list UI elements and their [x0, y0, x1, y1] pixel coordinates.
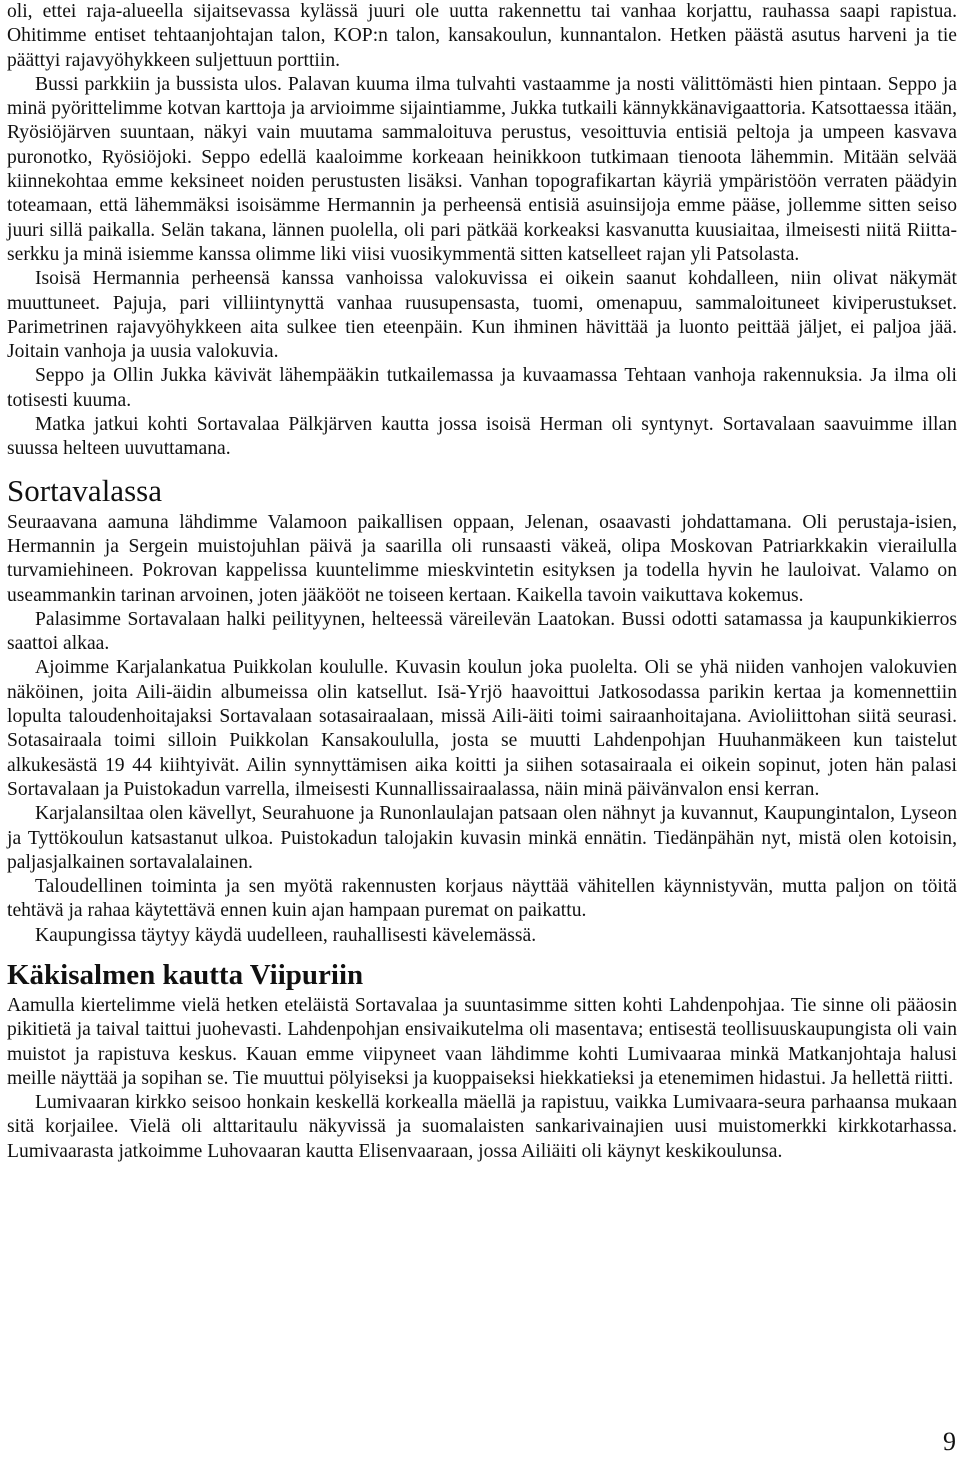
paragraph: Palasimme Sortavalaan halki peilityynen, helteessä väreilevän Laatokan. Bussi odotti satamassa ja kaupunkikierros saattoi alkaa. — [7, 608, 957, 655]
paragraph: Seuraavana aamuna lähdimme Valamoon paikallisen oppaan, Jelenan, osaavasti johdattamana. Oli perustaja-isien, Hermannin ja Sergein muistojuhlan päivä ja saarilla oli runsaasti väkeä, olipa Moskovan Patriarkkakin vierailulla turvamiehineen. Pokrovan kappelissa kuuntelimme mieskvintetin esityksen ja todella hyvin he lauloivat. Valamo on useammankin tarinan arvoinen, joten jääkööt ne toiseen kertaan. Kaikella tavoin vaikuttava kokemus. — [7, 511, 957, 606]
section-heading: Sortavalassa — [7, 472, 162, 508]
document-page — [7, 0, 957, 1164]
paragraph: Aamulla kiertelimme vielä hetken eteläistä Sortavalaa ja suuntasimme sitten kohti Lahdenpohjaa. Tie sinne oli pääosin pikitietä ja taival taittui juohevasti. Lahdenpohjan ensivaikutelma oli masentava; entisestä teollisuuskaupungista oli vain muistot ja rapistuva keskus. Kauan emme viipyneet vaan lähdimme kohti Lumivaaraa minkä Matkanjohtaja halusi meille näyttää ja sopihan se. Tie muuttui pölyiseksi ja kuoppaiseksi hiekkatieksi ja etenemimen hidastui. Ja hellettä riitti. — [7, 994, 957, 1089]
paragraph: Matka jatkui kohti Sortavalaa Pälkjärven kautta jossa isoisä Herman oli syntynyt. Sortavalaan saavuimme illan suussa helteen uuvuttamana. — [7, 414, 957, 460]
paragraph: Taloudellinen toiminta ja sen myötä rakennusten korjaus näyttää vähitellen käynnistyvän, mutta paljon on töitä tehtävä ja rahaa käytettävä ennen kuin ajan hampaan puremat on paikattu. — [7, 876, 957, 922]
paragraph: Lumivaaran kirkko seisoo honkain keskellä korkealla mäellä ja rapistuu, vaikka Lumivaara-seura parhaansa mukaan sitä korjailee. Vielä oli alttaritaulu näkyvissä ja suomalaisten sankarivainajien uusi muistomerkki kirkkotarhassa. Lumivaarasta jatkoimme Luhovaaran kautta Elisenvaaraan, jossa Ailiäiti oli käynyt keskikoulunsa. — [7, 1092, 957, 1162]
paragraph: Kaupungissa täytyy käydä uudelleen, rauhallisesti kävelemässä. — [35, 924, 537, 946]
page-number: 9 — [943, 1427, 956, 1456]
paragraph: Karjalansiltaa olen kävellyt, Seurahuone ja Runonlaulajan patsaan olen nähnyt ja kuvannut, Kaupungintalon, Lyseon ja Tyttökoulun katsastanut ulkoa. Puistokadun talojakin kuvasin minkä ennätin. Tiedänpähän nyt, mistä olen kotoisin, paljasjalkainen sortavalalainen. — [7, 803, 957, 873]
section-kakisalmen-kautta-viipuriin — [7, 958, 957, 1164]
section-heading: Käkisalmen kautta Viipuriin — [7, 958, 364, 991]
paragraph: Bussi parkkiin ja bussista ulos. Palavan kuuma ilma tulvahti vastaamme ja nosti välittömästi hien pintaan. Seppo ja minä pyörittelimme kotvan karttoja ja arvioimme sijaintiamme, Jukka tutkaili kännykkänavigaattoria. Katsottaessa itään, Ryösiöjärven suuntaan, näkyi vain muutama sammaloituva perustus, vesoittuvia entisiä peltoja ja umpeen kasvava puronotko, Ryösiöjoki. Seppo edellä kaaloimme korkeaan heinikkoon tutkimaan tienoota lähemmin. Mitään selvää kiinnekohtaa emme keksineet noiden perustusten lisäksi. Vanhan topografikartan käyriä ympäristöön verraten päädyin toteamaan, että lähemmäksi isoisämme Hermannin ja perheensä entisiä asuinsijoja emme pääse, jollemme sitten seiso juuri sillä paikalla. Selän takana, lännen puolella, oli pari pätkää korkeaksi kasvanutta kuusiaitaa, ilmeisesti niitä Riitta-serkku ja minä isiemme kanssa olimme liki viisi vuosikymmentä sitten katselleet rajan yli Patsolasta. — [7, 73, 957, 265]
paragraph: oli, ettei raja-alueella sijaitsevassa kylässä juuri ole uutta rakennettu tai vanhaa korjattu, rauhassa saapi rapistua. Ohitimme entiset tehtaanjohtajan talon, KOP:n talon, kansakoulun, kunnantalon. Hetken päästä asutus harveni ja tie päättyi rajavyöhykkeen suljettuun porttiin. — [7, 1, 957, 71]
paragraph: Seppo ja Ollin Jukka kävivät lähempääkin tutkailemassa ja kuvaamassa Tehtaan vanhoja rakennuksia. Ja ilma oli totisesti kuuma. — [7, 365, 957, 411]
paragraph: Isoisä Hermannia perheensä kanssa vanhoissa valokuvissa ei oikein saanut kohdalleen, niin olivat näkymät muuttuneet. Pajuja, pari villiintynyttä vanhaa ruusupensasta, tuomi, omenapuu, sammaloituneet kiviperustukset. Parimetrinen rajavyöhykkeen aita sulkee tien eteenpäin. Kun ihminen hävittää ja luonto peittää jäljet, ei paljoa jää. Joitain vanhoja ja uusia valokuvia. — [7, 268, 957, 363]
intro-section — [7, 0, 957, 462]
section-sortavalassa — [7, 474, 957, 948]
paragraph: Ajoimme Karjalankatua Puikkolan koululle. Kuvasin koulun joka puolelta. Oli se yhä niiden vanhojen valokuvien näköinen, joita Aili-äidin albumeissa olin katsellut. Isä-Yrjö haavoittui Jatkosodassa parikin kertaa ja komennettiin lopulta taloudenhoitajaksi Sortavalaan sotasairaalaan, missä Aili-äiti toimi sairaanhoitajana. Avioliittohan siitä seurasi. Sotasairaala toimi silloin Puikkolan Kansakoululla, josta se muutti Lahdenpohjan Huuhanmäkeen kun taistelut alkukesästä 19 44 kiihtyivät. Ailin synnyttämisen aika koitti ja siihen sotasairaala ei oikein sopinut, joten hän palasi Sortavalaan ja Puistokadun varrella, ilmeisesti Kunnallissairaalassa, näin minä päivänvalon ensi kerran. — [7, 657, 957, 800]
